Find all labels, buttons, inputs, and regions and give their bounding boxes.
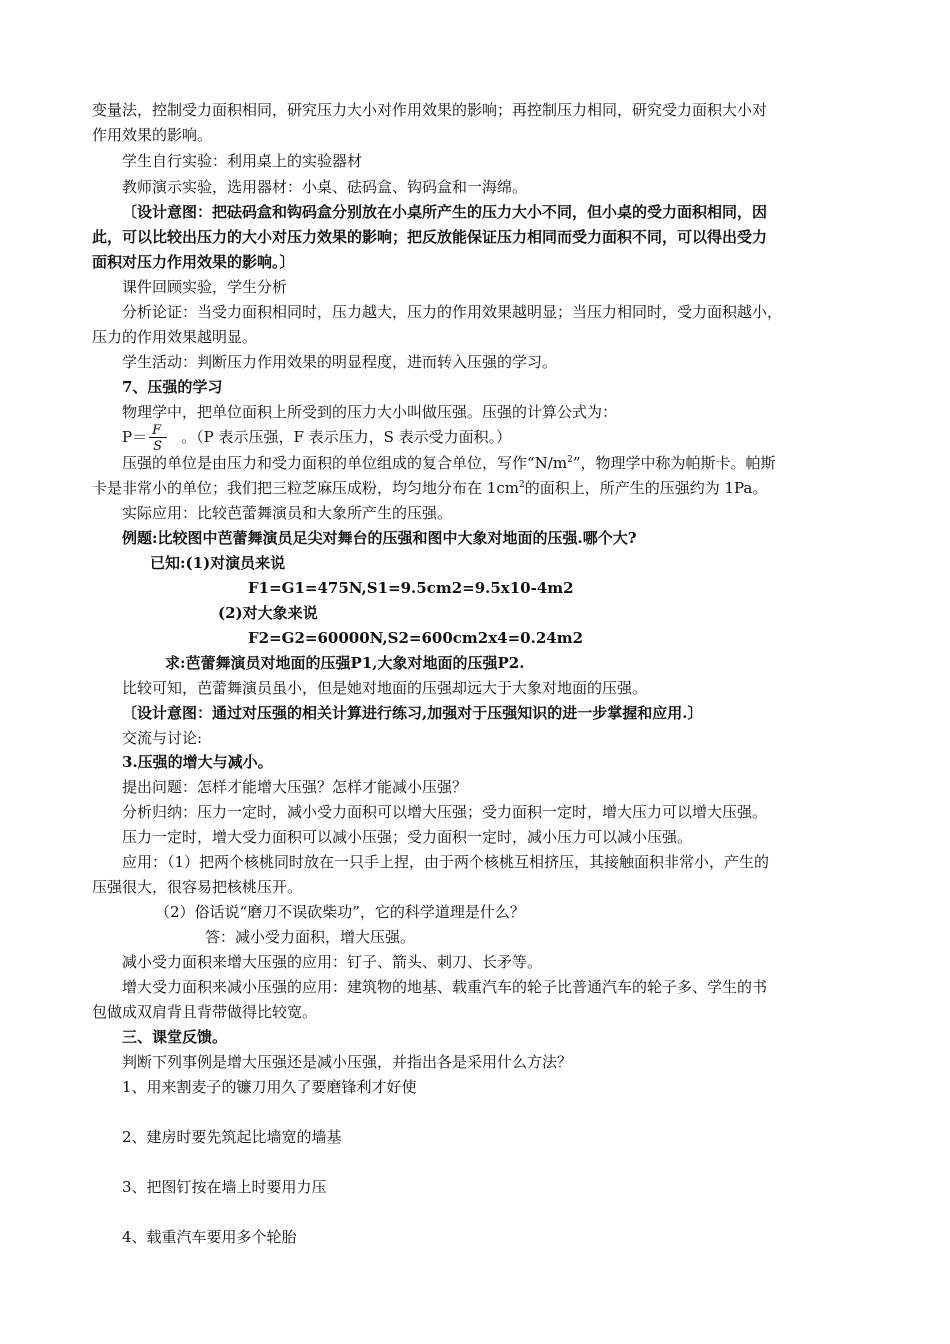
paragraph-line: 压力的作用效果越明显。 — [92, 328, 258, 346]
paragraph-line: 分析归纳：压力一定时，减小受力面积可以增大压强；受力面积一定时，增大压力可以增大压强。 — [122, 803, 768, 821]
formula-line — [122, 423, 512, 454]
unit-text: 压强的单位是由压力和受力面积的单位组成的复合单位，写作“N/m — [122, 454, 568, 472]
feedback-item: 3、把图钉按在墙上时要用力压 — [122, 1178, 327, 1196]
formula-explanation: 。（P 表示压强，F 表示压力，S 表示受力面积。） — [181, 428, 512, 446]
paragraph-line: 交流与讨论: — [122, 729, 203, 747]
superscript: 2 — [518, 480, 525, 490]
paragraph-line: 实际应用：比较芭蕾舞演员和大象所产生的压强。 — [122, 504, 453, 522]
example-formula: F2=G2=60000N,S2=600cm2x4=0.24m2 — [248, 629, 584, 647]
paragraph-line: 分析论证：当受力面积相同时，压力越大，压力的作用效果越明显；当压力相同时，受力面积越小， — [122, 303, 783, 321]
design-intent-line: 〔设计意图：通过对压强的相关计算进行练习,加强对于压强知识的进一步掌握和应用.〕 — [122, 704, 703, 722]
design-intent-line: 此，可以比较出压力的大小对压力效果的影响；把反放能保证压力相同而受力面积不同，可以得出受力 — [92, 228, 768, 246]
paragraph-line: 增大受力面积来减小压强的应用：建筑物的地基、载重汽车的轮子比普通汽车的轮子多、学生的书 — [122, 978, 768, 996]
paragraph-line: 包做成双肩背且背带做得比较宽。 — [92, 1003, 318, 1021]
fraction-numerator: F — [152, 423, 162, 438]
example-text: 卡是非常小的单位；我们把三粒芝麻压成粉，均匀地分布在 1cm — [92, 479, 519, 497]
design-intent-line: 面积对压力作用效果的影响。〕 — [92, 253, 295, 271]
feedback-item: 1、用来割麦子的镰刀用久了要磨锋利才好使 — [122, 1078, 417, 1096]
paragraph-line: 减小受力面积来增大压强的应用：钉子、箭头、刺刀、长矛等。 — [122, 953, 543, 971]
superscript: 2 — [567, 455, 573, 465]
example-given: 已知:(1)对演员来说 — [150, 554, 286, 572]
example-given: (2)对大象来说 — [218, 604, 318, 622]
unit-text-end: ”，物理学中称为帕斯卡。帕斯 — [572, 454, 776, 472]
paragraph-line: 物理学中，把单位面积上所受到的压力大小叫做压强。压强的计算公式为： — [122, 403, 618, 421]
paragraph-line: 压强很大，很容易把核桃压开。 — [92, 878, 303, 896]
paragraph-line: 答：减小受力面积，增大压强。 — [205, 928, 416, 946]
paragraph-line: 作用效果的影响。 — [92, 126, 213, 144]
section-heading: 7、压强的学习 — [122, 378, 223, 396]
paragraph-line: 变量法，控制受力面积相同，研究压力大小对作用效果的影响；再控制压力相同，研究受力面积大小对 — [92, 101, 768, 119]
paragraph-line: 比较可知，芭蕾舞演员虽小，但是她对地面的压强却远大于大象对地面的压强。 — [122, 679, 648, 697]
formula-fraction — [149, 423, 167, 454]
paragraph-line: 学生自行实验：利用桌上的实验器材 — [122, 152, 363, 170]
feedback-item: 2、建房时要先筑起比墙宽的墙基 — [122, 1128, 342, 1146]
paragraph-line: 学生活动：判断压力作用效果的明显程度，进而转入压强的学习。 — [122, 353, 558, 371]
design-intent-line: 〔设计意图：把砝码盒和钩码盒分别放在小桌所产生的压力大小不同，但小桌的受力面积相同，因 — [122, 203, 768, 221]
paragraph-line: 课件回顾实验，学生分析 — [122, 278, 288, 296]
formula-lhs: P＝ — [122, 428, 148, 446]
fraction-denominator: S — [153, 439, 162, 454]
paragraph-line: 提出问题：怎样才能增大压强？怎样才能减小压强？ — [122, 778, 468, 796]
example-question: 例题:比较图中芭蕾舞演员足尖对舞台的压强和图中大象对地面的压强.哪个大? — [122, 529, 637, 547]
paragraph-line: 应用：（1）把两个核桃同时放在一只手上捏，由于两个核桃互相挤压，其接触面积非常小，产生的 — [122, 853, 770, 871]
paragraph-line: 判断下列事例是增大压强还是减小压强，并指出各是采用什么方法？ — [122, 1053, 573, 1071]
section-heading: 3.压强的增大与减小。 — [122, 753, 273, 771]
example-text-end: 的面积上，所产生的压强约为 1Pa。 — [524, 479, 768, 497]
paragraph-line — [92, 476, 767, 500]
example-find: 求:芭蕾舞演员对地面的压强P1,大象对地面的压强P2. — [165, 654, 525, 672]
paragraph-line — [122, 451, 775, 475]
feedback-item: 4、载重汽车要用多个轮胎 — [122, 1228, 297, 1246]
paragraph-line: 压力一定时，增大受力面积可以减小压强；受力面积一定时，减小压力可以减小压强。 — [122, 828, 693, 846]
example-formula: F1=G1=475N,S1=9.5cm2=9.5x10-4m2 — [248, 579, 574, 597]
paragraph-line: 教师演示实验，选用器材：小桌、砝码盒、钩码盒和一海绵。 — [122, 178, 528, 196]
paragraph-line: （2）俗话说“磨刀不误砍柴功”，它的科学道理是什么？ — [155, 903, 525, 921]
section-heading: 三、课堂反馈。 — [122, 1028, 228, 1046]
